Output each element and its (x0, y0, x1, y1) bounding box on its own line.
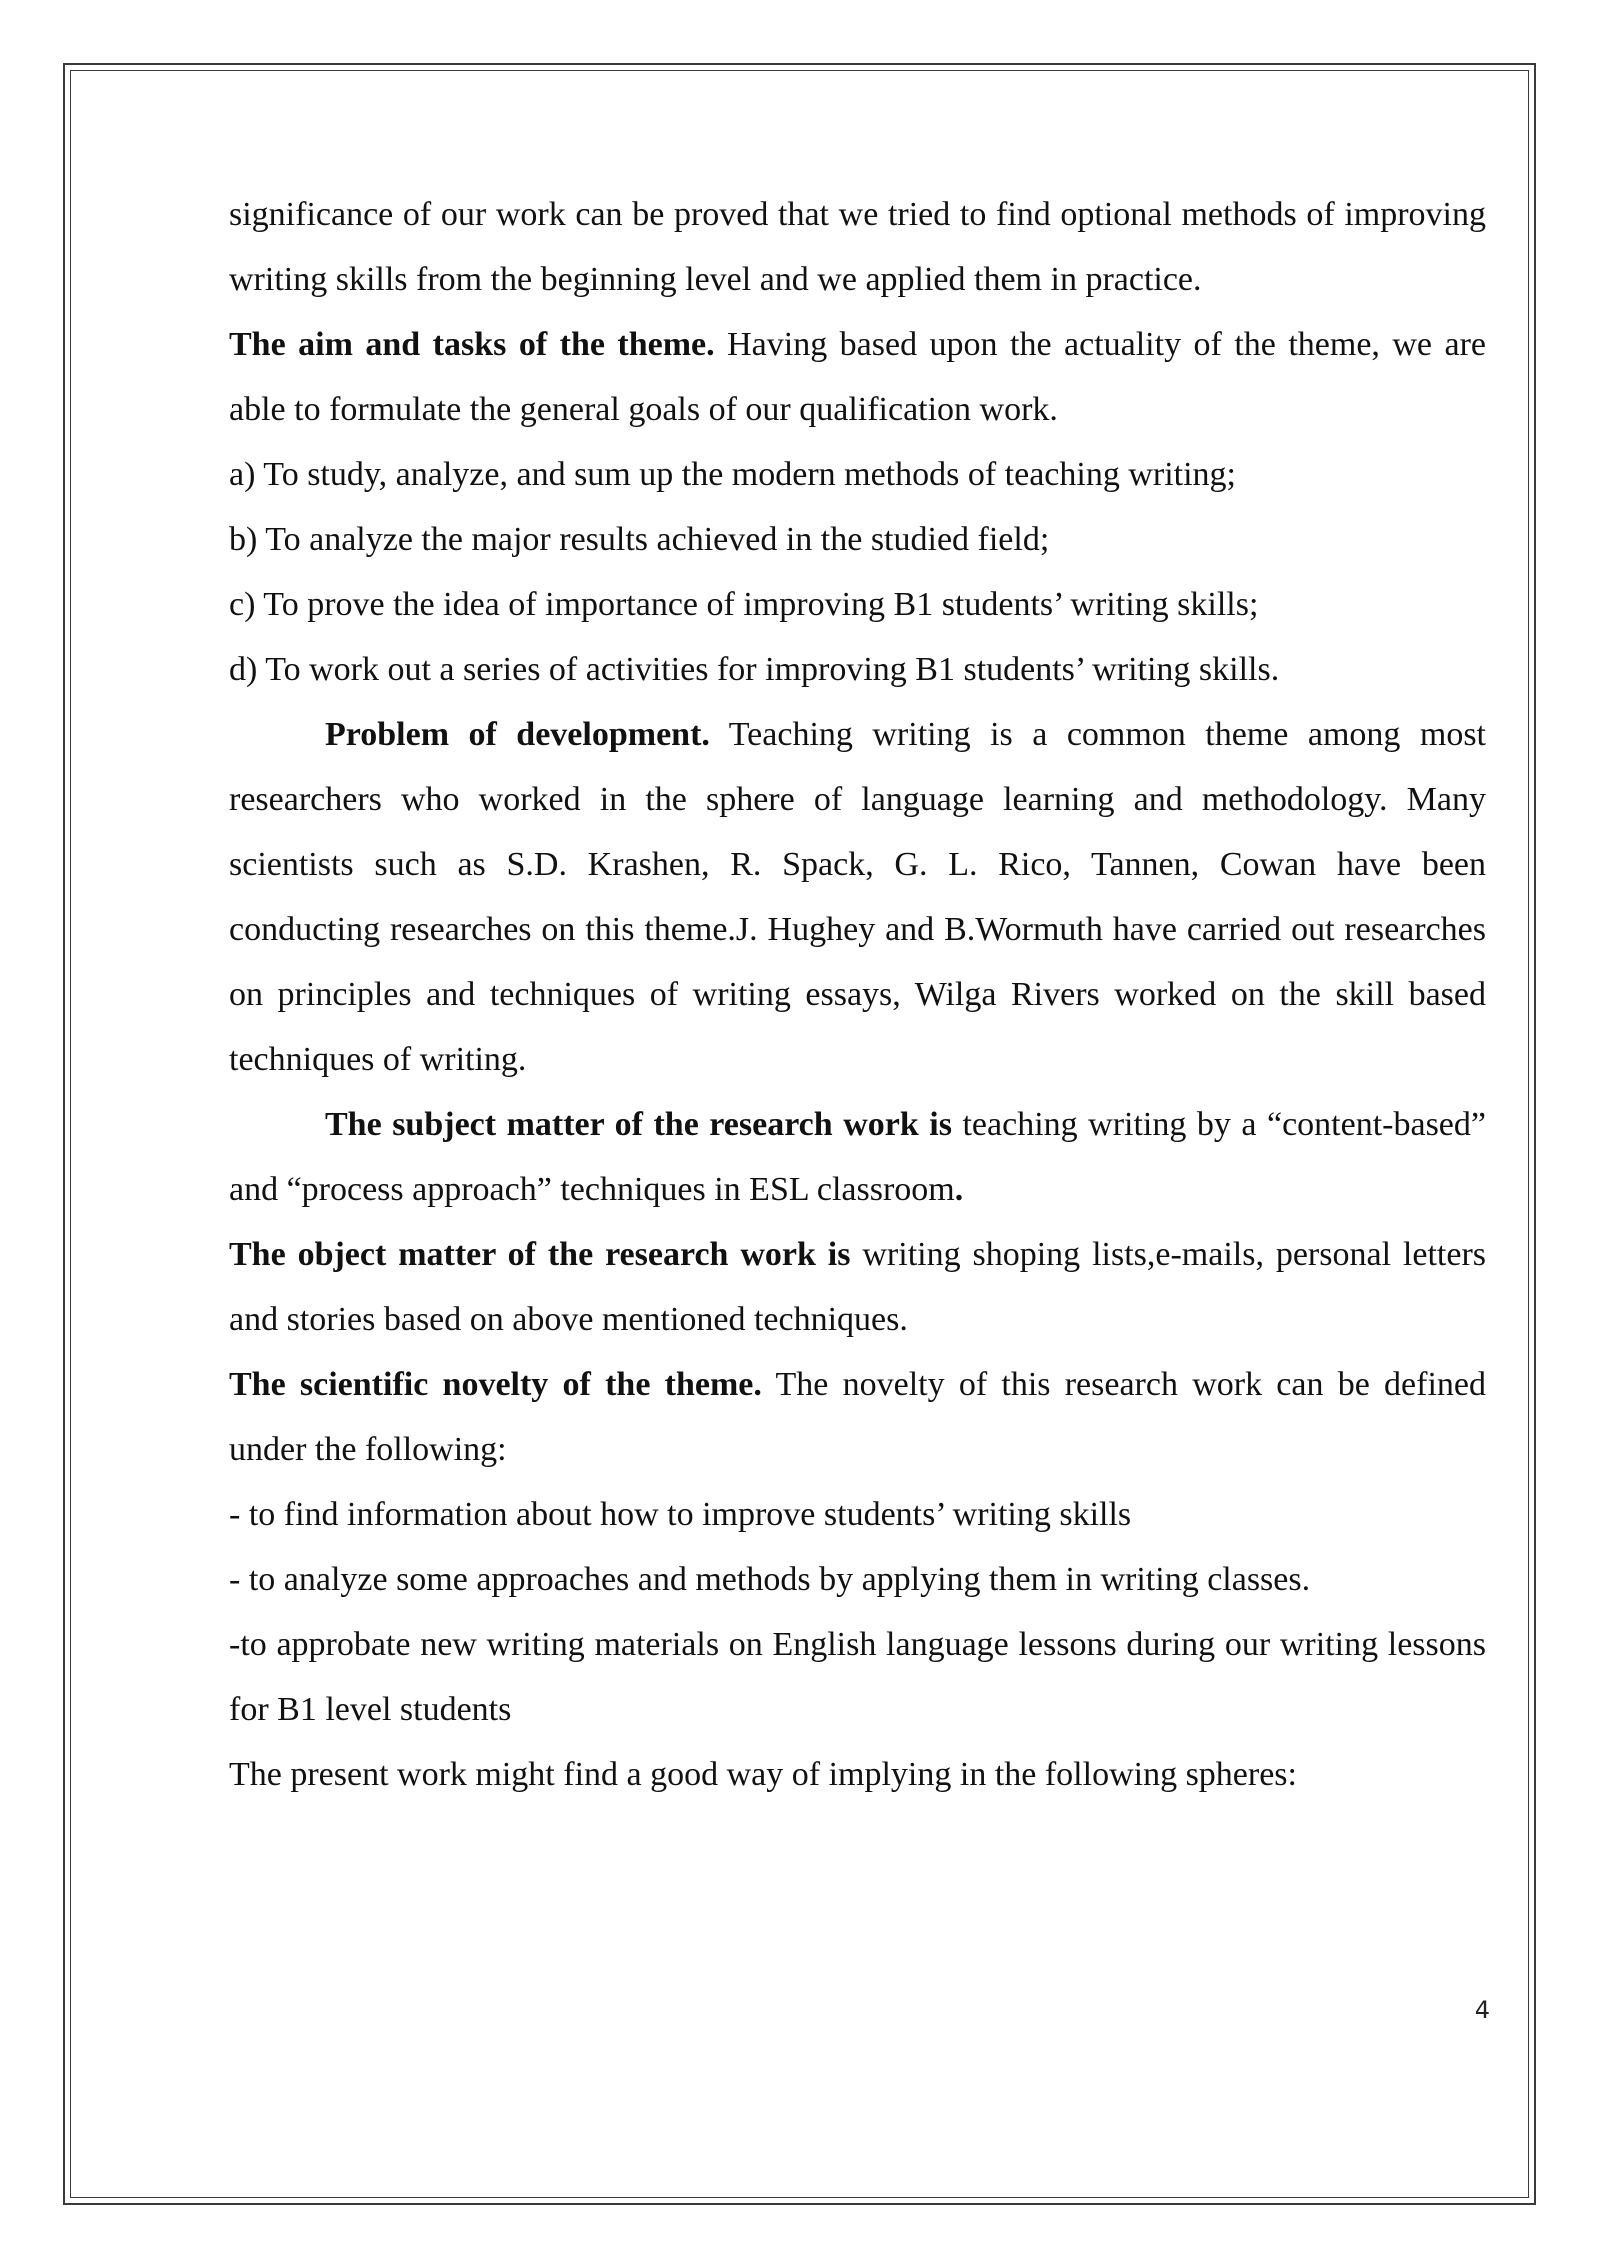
task-item: b) To analyze the major results achieved in the studied field; (229, 521, 1050, 558)
task-item: a) To study, analyze, and sum up the modern methods of teaching writing; (229, 456, 1237, 493)
object-heading: The object matter of the research work is (229, 1236, 851, 1273)
subject-heading: The subject matter of the research work is (325, 1106, 952, 1143)
subject-paragraph (229, 1092, 1486, 1222)
novelty-item: - to analyze some approaches and methods by applying them in writing classes. (229, 1561, 1311, 1598)
intro-paragraph (229, 182, 1486, 312)
document-body (229, 182, 1486, 1807)
closing-paragraph: The present work might find a good way of implying in the following spheres: (229, 1756, 1297, 1793)
intro-text: significance of our work can be proved that we tried to find optional methods of improving writing skills from the beginning level and we applied them in practice. (229, 196, 1486, 298)
subject-text: teaching writing by a “content-based” and “process approach” techniques in ESL classroom (229, 1106, 1486, 1208)
novelty-item: -to approbate new writing materials on English language lessons during our writing lessons for B1 level students (229, 1626, 1486, 1728)
subject-end: . (954, 1171, 964, 1208)
novelty-paragraph (229, 1352, 1486, 1482)
problem-text: Teaching writing is a common theme among most researchers who worked in the sphere of language learning and methodology. Many scientists such as S.D. Krashen, R. Spack, G. L. Rico, Tannen, Cowan have been conducting researches on this theme.J. Hughey and B.Wormuth have carried out researches on principles and techniques of writing essays, Wilga Rivers worked on the skill based techniques of writing. (229, 716, 1486, 1078)
novelty-text: The novelty of this research work can be defined under the following: (229, 1366, 1486, 1468)
task-item: d) To work out a series of activities for improving B1 students’ writing skills. (229, 651, 1280, 688)
novelty-item: - to find information about how to improve students’ writing skills (229, 1496, 1132, 1533)
novelty-heading: The scientific novelty of the theme. (229, 1366, 762, 1403)
problem-heading: Problem of development. (325, 716, 710, 753)
problem-paragraph (229, 702, 1486, 1092)
page-number: 4 (1474, 1996, 1490, 2024)
object-paragraph (229, 1222, 1486, 1352)
aim-text: Having based upon the actuality of the theme, we are able to formulate the general goals of our qualification work. (229, 326, 1486, 428)
aim-paragraph (229, 312, 1486, 442)
task-item: c) To prove the idea of importance of improving B1 students’ writing skills; (229, 586, 1259, 623)
object-text: writing shoping lists,e-mails, personal letters and stories based on above mentioned techniques. (229, 1236, 1486, 1338)
aim-heading: The aim and tasks of the theme. (229, 326, 715, 363)
